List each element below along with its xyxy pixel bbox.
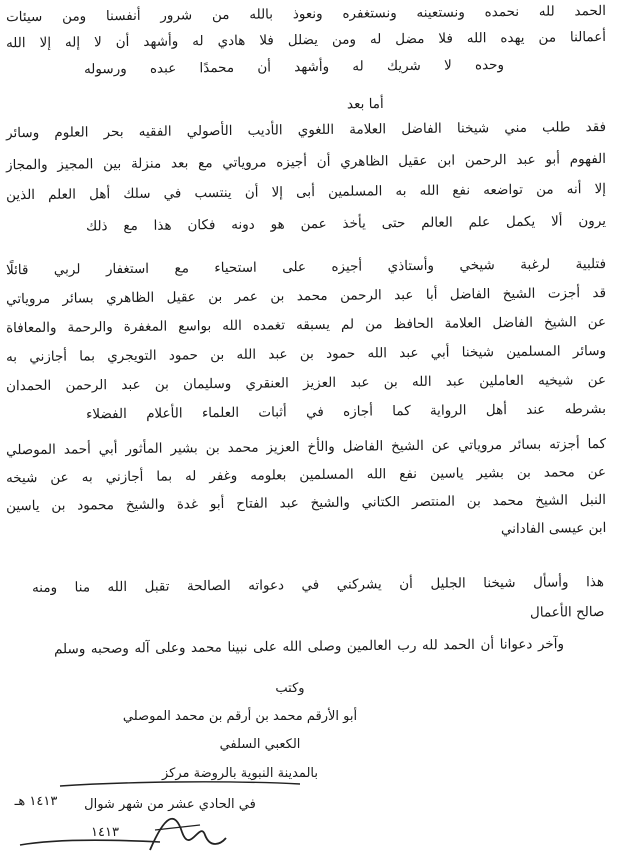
signature-place: بالمدينة النبوية بالروضة مركز: [161, 766, 318, 781]
signature-year-bottom: ١٤١٣: [91, 825, 119, 840]
text-line: إلا أنه من تواضعه نفع الله به المسلمين أبى إلا أن ينتسب في سلك أهل العلم الذين: [5, 181, 607, 204]
signature-heading: وكتب: [275, 681, 305, 696]
text-line: الحمد لله نحمده ونستعينه ونستغفره ونعوذ بالله من شرور أنفسنا ومن سيئات: [5, 3, 607, 26]
text-line: بشرطه عند أهل الرواية كما أجازه في أثبات العلماء الأعلام الفضلاء: [85, 401, 607, 423]
text-line: وسائر المسلمين شيخنا أبي عبد الله حمود بن عبد الله بن حمود التويجري بما أجازني به: [5, 343, 607, 366]
signature-date: في الحادي عشر من شهر شوال: [84, 797, 256, 812]
signature-flourish-icon: [150, 819, 226, 850]
text-line: كما أجزته بسائر مروياتي عن الشيخ الفاضل والأخ العزيز محمد بن بشير المأثور أبي أحمد الموصلي: [5, 436, 607, 459]
signature-name: أبو الأرقم محمد بن أرقم بن محمد الموصلي: [122, 709, 358, 724]
text-line: أعمالنا من يهده الله فلا مضل له ومن يضلل فلا هادي له وأشهد أن لا إله إلا الله: [5, 29, 607, 52]
text-line: هذا وأسأل شيخنا الجليل أن يشركني في دعواته الصالحة تقبل الله منا ومنه: [31, 574, 605, 596]
text-line: وحده لا شريك له وأشهد أن محمدًا عبده ورسوله: [83, 57, 505, 78]
text-line: الفهوم أبو عبد الرحمن ابن عقيل الظاهري أن أجيزه مروياتي مع بعد منزلة بين المجيز والمجاز: [5, 151, 607, 174]
underline-stroke: [60, 782, 300, 786]
text-line: فتلبية لرغبة شيخي وأستاذي أجيزه على استحياء مع استغفار لربي قائلًا: [5, 256, 607, 279]
text-line: يرون ألا يكمل علم العالم حتى يأخذ عمن هو دونه فكان هذا مع ذلك: [85, 213, 607, 235]
text-line: عن الشيخ الفاضل العلامة الحافظ من لم يسبقه تغمده الله بواسع المغفرة والرحمة والمعافاة: [5, 314, 607, 337]
underline-stroke: [20, 840, 160, 845]
signature-title: الكعبي السلفي: [219, 737, 301, 752]
text-line: صالح الأعمال: [529, 604, 605, 621]
text-line: وآخر دعوانا أن الحمد لله رب العالمين وصلى الله على نبينا محمد وعلى آله وصحبه وسلم: [53, 636, 565, 658]
text-line: فقد طلب مني شيخنا الفاضل العلامة اللغوي الأديب الأصولي الفقيه بحر العلوم وسائر: [5, 119, 607, 142]
text-line: النبل الشيخ محمد بن المنتصر الكتاني والشيخ عبد الفتاح أبو غدة والشيخ محمود بن ياسين: [5, 492, 607, 515]
signature-year: ١٤١٣ هـ: [14, 794, 58, 809]
text-line: عن شيخيه العاملين عبد الله بن عبد العزيز العنقري وسليمان بن عبد الرحمن الحمدان: [5, 372, 607, 395]
text-line: ابن عيسى الفاداني: [500, 520, 607, 538]
text-line: أما بعد: [347, 96, 385, 113]
text-line: عن محمد بن بشير ياسين نفع الله المسلمين بعلومه وغفر له بما أجازني به عن شيخه: [5, 464, 607, 487]
text-line: قد أجزت الشيخ الفاضل أبا عبد الرحمن محمد بن عمر بن عقيل الظاهري بسائر مروياتي: [5, 285, 607, 308]
